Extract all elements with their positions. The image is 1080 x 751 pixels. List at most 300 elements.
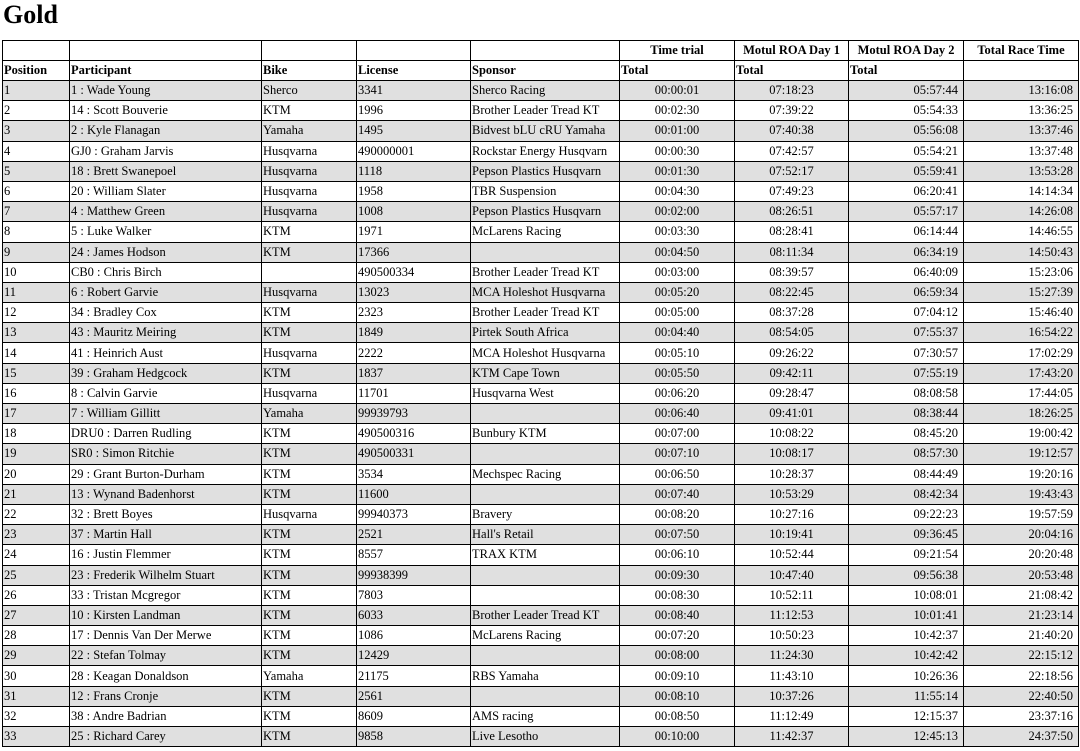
cell-participant: 23 : Frederik Wilhelm Stuart (70, 565, 262, 585)
cell-day2-total: 08:08:58 (849, 383, 964, 403)
cell-time-trial-total: 00:00:01 (620, 81, 735, 101)
cell-time-trial-total: 00:02:00 (620, 202, 735, 222)
cell-sponsor (471, 484, 620, 504)
cell-bike: KTM (262, 303, 357, 323)
cell-total-race-time: 13:53:28 (964, 161, 1079, 181)
cell-position: 14 (3, 343, 70, 363)
cell-time-trial-total: 00:05:00 (620, 303, 735, 323)
cell-day1-total: 10:47:40 (735, 565, 849, 585)
cell-license: 99938399 (357, 565, 471, 585)
cell-position: 13 (3, 323, 70, 343)
cell-day2-total: 07:55:37 (849, 323, 964, 343)
group-header-bike (262, 41, 357, 61)
cell-license: 1495 (357, 121, 471, 141)
cell-sponsor: Brother Leader Tread KT (471, 101, 620, 121)
cell-participant: 28 : Keagan Donaldson (70, 666, 262, 686)
table-row (3, 444, 1079, 464)
cell-total-race-time: 15:27:39 (964, 282, 1079, 302)
cell-sponsor: Hall's Retail (471, 525, 620, 545)
table-row (3, 585, 1079, 605)
cell-bike: KTM (262, 424, 357, 444)
cell-day2-total: 10:26:36 (849, 666, 964, 686)
cell-license: 21175 (357, 666, 471, 686)
column-header-position: Position (3, 61, 70, 81)
cell-participant: 10 : Kirsten Landman (70, 605, 262, 625)
cell-time-trial-total: 00:06:20 (620, 383, 735, 403)
cell-day2-total: 08:42:34 (849, 484, 964, 504)
cell-day2-total: 09:56:38 (849, 565, 964, 585)
cell-position: 15 (3, 363, 70, 383)
cell-bike: KTM (262, 605, 357, 625)
cell-day1-total: 10:08:22 (735, 424, 849, 444)
cell-bike: Husqvarna (262, 504, 357, 524)
table-row (3, 343, 1079, 363)
cell-total-race-time: 14:14:34 (964, 181, 1079, 201)
cell-participant: CB0 : Chris Birch (70, 262, 262, 282)
cell-position: 6 (3, 181, 70, 201)
table-row (3, 141, 1079, 161)
cell-participant: 20 : William Slater (70, 181, 262, 201)
table-row (3, 101, 1079, 121)
cell-license: 13023 (357, 282, 471, 302)
cell-sponsor: Bidvest bLU cRU Yamaha (471, 121, 620, 141)
cell-bike: KTM (262, 484, 357, 504)
group-header-sponsor (471, 41, 620, 61)
cell-time-trial-total: 00:06:40 (620, 404, 735, 424)
cell-sponsor (471, 565, 620, 585)
cell-time-trial-total: 00:07:20 (620, 626, 735, 646)
cell-time-trial-total: 00:09:10 (620, 666, 735, 686)
cell-participant: 16 : Justin Flemmer (70, 545, 262, 565)
cell-time-trial-total: 00:03:30 (620, 222, 735, 242)
cell-sponsor: Husqvarna West (471, 383, 620, 403)
cell-sponsor: Bunbury KTM (471, 424, 620, 444)
results-body (3, 81, 1079, 747)
cell-sponsor (471, 242, 620, 262)
cell-bike: KTM (262, 565, 357, 585)
cell-participant: DRU0 : Darren Rudling (70, 424, 262, 444)
table-row (3, 81, 1079, 101)
cell-day1-total: 07:39:22 (735, 101, 849, 121)
table-row (3, 464, 1079, 484)
cell-bike: Husqvarna (262, 141, 357, 161)
cell-time-trial-total: 00:07:50 (620, 525, 735, 545)
cell-bike: KTM (262, 242, 357, 262)
cell-license: 2561 (357, 686, 471, 706)
cell-day1-total: 10:53:29 (735, 484, 849, 504)
cell-bike: KTM (262, 101, 357, 121)
cell-sponsor: Rockstar Energy Husqvarn (471, 141, 620, 161)
cell-day2-total: 05:54:21 (849, 141, 964, 161)
cell-position: 12 (3, 303, 70, 323)
cell-day1-total: 10:52:44 (735, 545, 849, 565)
cell-day2-total: 09:21:54 (849, 545, 964, 565)
cell-license: 490500334 (357, 262, 471, 282)
cell-day1-total: 07:40:38 (735, 121, 849, 141)
table-row (3, 262, 1079, 282)
cell-day2-total: 12:45:13 (849, 727, 964, 747)
column-header-day1-total: Total (735, 61, 849, 81)
cell-day2-total: 11:55:14 (849, 686, 964, 706)
cell-participant: 17 : Dennis Van Der Merwe (70, 626, 262, 646)
cell-sponsor: Live Lesotho (471, 727, 620, 747)
page-title: Gold (3, 0, 58, 29)
cell-position: 18 (3, 424, 70, 444)
cell-day1-total: 10:28:37 (735, 464, 849, 484)
table-row (3, 626, 1079, 646)
cell-position: 7 (3, 202, 70, 222)
cell-time-trial-total: 00:09:30 (620, 565, 735, 585)
cell-bike: Husqvarna (262, 161, 357, 181)
cell-day1-total: 09:26:22 (735, 343, 849, 363)
cell-time-trial-total: 00:04:30 (620, 181, 735, 201)
table-row (3, 565, 1079, 585)
cell-participant: 6 : Robert Garvie (70, 282, 262, 302)
cell-license: 2323 (357, 303, 471, 323)
cell-sponsor: Bravery (471, 504, 620, 524)
cell-day2-total: 07:55:19 (849, 363, 964, 383)
cell-position: 19 (3, 444, 70, 464)
cell-bike: KTM (262, 464, 357, 484)
cell-day1-total: 07:49:23 (735, 181, 849, 201)
cell-day1-total: 08:54:05 (735, 323, 849, 343)
cell-position: 17 (3, 404, 70, 424)
group-header-day1-total: Motul ROA Day 1 (735, 41, 849, 61)
column-header-license: License (357, 61, 471, 81)
cell-day1-total: 08:11:34 (735, 242, 849, 262)
cell-total-race-time: 22:15:12 (964, 646, 1079, 666)
cell-total-race-time: 19:20:16 (964, 464, 1079, 484)
cell-bike: KTM (262, 545, 357, 565)
cell-day1-total: 08:37:28 (735, 303, 849, 323)
cell-day2-total: 06:20:41 (849, 181, 964, 201)
cell-time-trial-total: 00:07:10 (620, 444, 735, 464)
cell-sponsor: MCA Holeshot Husqvarna (471, 343, 620, 363)
cell-bike: KTM (262, 444, 357, 464)
cell-license: 490500331 (357, 444, 471, 464)
table-row (3, 363, 1079, 383)
cell-license: 490500316 (357, 424, 471, 444)
cell-day1-total: 08:39:57 (735, 262, 849, 282)
cell-day1-total: 07:42:57 (735, 141, 849, 161)
cell-day1-total: 10:52:11 (735, 585, 849, 605)
cell-license: 2222 (357, 343, 471, 363)
cell-day2-total: 08:38:44 (849, 404, 964, 424)
group-header-position (3, 41, 70, 61)
cell-time-trial-total: 00:01:00 (620, 121, 735, 141)
cell-time-trial-total: 00:07:00 (620, 424, 735, 444)
cell-day2-total: 05:57:44 (849, 81, 964, 101)
cell-participant: 12 : Frans Cronje (70, 686, 262, 706)
cell-position: 20 (3, 464, 70, 484)
cell-total-race-time: 19:57:59 (964, 504, 1079, 524)
table-row (3, 727, 1079, 747)
cell-total-race-time: 20:53:48 (964, 565, 1079, 585)
cell-participant: 18 : Brett Swanepoel (70, 161, 262, 181)
cell-total-race-time: 13:16:08 (964, 81, 1079, 101)
cell-position: 27 (3, 605, 70, 625)
cell-day2-total: 08:45:20 (849, 424, 964, 444)
cell-sponsor: Pepson Plastics Husqvarn (471, 161, 620, 181)
cell-day1-total: 11:42:37 (735, 727, 849, 747)
cell-sponsor (471, 686, 620, 706)
cell-participant: 38 : Andre Badrian (70, 706, 262, 726)
cell-participant: 4 : Matthew Green (70, 202, 262, 222)
cell-bike: KTM (262, 222, 357, 242)
cell-license: 1008 (357, 202, 471, 222)
cell-sponsor: Mechspec Racing (471, 464, 620, 484)
table-row (3, 282, 1079, 302)
cell-sponsor: RBS Yamaha (471, 666, 620, 686)
cell-sponsor (471, 404, 620, 424)
cell-total-race-time: 13:37:48 (964, 141, 1079, 161)
cell-day1-total: 09:41:01 (735, 404, 849, 424)
cell-total-race-time: 14:50:43 (964, 242, 1079, 262)
cell-day2-total: 08:44:49 (849, 464, 964, 484)
cell-bike: Yamaha (262, 666, 357, 686)
cell-day2-total: 10:42:37 (849, 626, 964, 646)
cell-license: 1971 (357, 222, 471, 242)
cell-position: 29 (3, 646, 70, 666)
cell-day1-total: 10:50:23 (735, 626, 849, 646)
cell-position: 1 (3, 81, 70, 101)
cell-bike: Husqvarna (262, 202, 357, 222)
cell-total-race-time: 20:20:48 (964, 545, 1079, 565)
cell-bike: KTM (262, 626, 357, 646)
cell-sponsor: MCA Holeshot Husqvarna (471, 282, 620, 302)
cell-total-race-time: 17:02:29 (964, 343, 1079, 363)
cell-day1-total: 08:26:51 (735, 202, 849, 222)
cell-total-race-time: 21:40:20 (964, 626, 1079, 646)
cell-position: 2 (3, 101, 70, 121)
cell-time-trial-total: 00:05:50 (620, 363, 735, 383)
cell-bike: Yamaha (262, 121, 357, 141)
cell-sponsor: Pepson Plastics Husqvarn (471, 202, 620, 222)
cell-participant: GJ0 : Graham Jarvis (70, 141, 262, 161)
cell-bike: KTM (262, 363, 357, 383)
cell-bike: KTM (262, 706, 357, 726)
cell-license: 2521 (357, 525, 471, 545)
table-row (3, 161, 1079, 181)
cell-total-race-time: 19:43:43 (964, 484, 1079, 504)
cell-participant: 33 : Tristan Mcgregor (70, 585, 262, 605)
cell-day1-total: 08:28:41 (735, 222, 849, 242)
cell-day1-total: 08:22:45 (735, 282, 849, 302)
cell-day1-total: 10:27:16 (735, 504, 849, 524)
cell-license: 7803 (357, 585, 471, 605)
cell-license: 12429 (357, 646, 471, 666)
cell-participant: 34 : Bradley Cox (70, 303, 262, 323)
cell-sponsor: TRAX KTM (471, 545, 620, 565)
table-row (3, 545, 1079, 565)
cell-day1-total: 11:12:53 (735, 605, 849, 625)
cell-position: 25 (3, 565, 70, 585)
cell-day2-total: 05:57:17 (849, 202, 964, 222)
cell-total-race-time: 21:23:14 (964, 605, 1079, 625)
table-row (3, 383, 1079, 403)
cell-position: 11 (3, 282, 70, 302)
cell-position: 3 (3, 121, 70, 141)
cell-time-trial-total: 00:08:40 (620, 605, 735, 625)
table-row (3, 202, 1079, 222)
cell-bike: KTM (262, 646, 357, 666)
cell-day2-total: 05:54:33 (849, 101, 964, 121)
cell-participant: 39 : Graham Hedgcock (70, 363, 262, 383)
cell-position: 30 (3, 666, 70, 686)
cell-license: 11600 (357, 484, 471, 504)
cell-total-race-time: 15:46:40 (964, 303, 1079, 323)
cell-time-trial-total: 00:07:40 (620, 484, 735, 504)
group-header-participant (70, 41, 262, 61)
table-row (3, 686, 1079, 706)
cell-position: 4 (3, 141, 70, 161)
table-row (3, 222, 1079, 242)
cell-position: 23 (3, 525, 70, 545)
cell-time-trial-total: 00:08:10 (620, 686, 735, 706)
cell-day1-total: 10:08:17 (735, 444, 849, 464)
column-header-bike: Bike (262, 61, 357, 81)
cell-sponsor: McLarens Racing (471, 626, 620, 646)
table-row (3, 646, 1079, 666)
cell-time-trial-total: 00:04:50 (620, 242, 735, 262)
cell-participant: 8 : Calvin Garvie (70, 383, 262, 403)
cell-sponsor: KTM Cape Town (471, 363, 620, 383)
cell-position: 16 (3, 383, 70, 403)
cell-sponsor (471, 646, 620, 666)
cell-total-race-time: 17:44:05 (964, 383, 1079, 403)
cell-license: 99939793 (357, 404, 471, 424)
cell-time-trial-total: 00:02:30 (620, 101, 735, 121)
cell-position: 26 (3, 585, 70, 605)
cell-time-trial-total: 00:08:20 (620, 504, 735, 524)
cell-position: 10 (3, 262, 70, 282)
cell-sponsor (471, 585, 620, 605)
cell-sponsor: Pirtek South Africa (471, 323, 620, 343)
column-header-total-race-time (964, 61, 1079, 81)
cell-bike: Yamaha (262, 404, 357, 424)
cell-time-trial-total: 00:01:30 (620, 161, 735, 181)
cell-position: 28 (3, 626, 70, 646)
cell-license: 6033 (357, 605, 471, 625)
cell-participant: 24 : James Hodson (70, 242, 262, 262)
cell-bike: KTM (262, 727, 357, 747)
cell-total-race-time: 22:40:50 (964, 686, 1079, 706)
cell-day1-total: 09:28:47 (735, 383, 849, 403)
cell-total-race-time: 14:26:08 (964, 202, 1079, 222)
cell-participant: 43 : Mauritz Meiring (70, 323, 262, 343)
cell-position: 8 (3, 222, 70, 242)
cell-license: 1996 (357, 101, 471, 121)
cell-sponsor: McLarens Racing (471, 222, 620, 242)
cell-day2-total: 10:42:42 (849, 646, 964, 666)
cell-bike: Sherco (262, 81, 357, 101)
cell-day2-total: 05:56:08 (849, 121, 964, 141)
cell-day1-total: 11:24:30 (735, 646, 849, 666)
table-row (3, 303, 1079, 323)
cell-day2-total: 10:01:41 (849, 605, 964, 625)
cell-sponsor (471, 444, 620, 464)
cell-position: 5 (3, 161, 70, 181)
cell-bike: Husqvarna (262, 181, 357, 201)
group-header-row (3, 41, 1079, 61)
cell-bike (262, 262, 357, 282)
cell-position: 33 (3, 727, 70, 747)
table-row (3, 666, 1079, 686)
cell-sponsor: Brother Leader Tread KT (471, 303, 620, 323)
cell-position: 9 (3, 242, 70, 262)
table-row (3, 504, 1079, 524)
cell-total-race-time: 14:46:55 (964, 222, 1079, 242)
cell-position: 22 (3, 504, 70, 524)
group-header-total-race-time: Total Race Time (964, 41, 1079, 61)
cell-total-race-time: 13:37:46 (964, 121, 1079, 141)
cell-license: 9858 (357, 727, 471, 747)
cell-sponsor: AMS racing (471, 706, 620, 726)
cell-day2-total: 06:59:34 (849, 282, 964, 302)
cell-day2-total: 08:57:30 (849, 444, 964, 464)
cell-time-trial-total: 00:06:50 (620, 464, 735, 484)
cell-license: 1837 (357, 363, 471, 383)
cell-day1-total: 07:52:17 (735, 161, 849, 181)
cell-day1-total: 10:37:26 (735, 686, 849, 706)
cell-sponsor: Sherco Racing (471, 81, 620, 101)
cell-time-trial-total: 00:08:00 (620, 646, 735, 666)
cell-total-race-time: 20:04:16 (964, 525, 1079, 545)
cell-license: 1849 (357, 323, 471, 343)
column-header-time-trial-total: Total (620, 61, 735, 81)
cell-participant: 37 : Martin Hall (70, 525, 262, 545)
cell-time-trial-total: 00:08:50 (620, 706, 735, 726)
group-header-day2-total: Motul ROA Day 2 (849, 41, 964, 61)
cell-position: 24 (3, 545, 70, 565)
cell-participant: 32 : Brett Boyes (70, 504, 262, 524)
table-row (3, 424, 1079, 444)
cell-license: 3341 (357, 81, 471, 101)
cell-position: 21 (3, 484, 70, 504)
cell-bike: KTM (262, 525, 357, 545)
cell-total-race-time: 15:23:06 (964, 262, 1079, 282)
cell-total-race-time: 18:26:25 (964, 404, 1079, 424)
table-row (3, 181, 1079, 201)
cell-total-race-time: 22:18:56 (964, 666, 1079, 686)
cell-participant: 1 : Wade Young (70, 81, 262, 101)
cell-bike: KTM (262, 686, 357, 706)
cell-day1-total: 11:12:49 (735, 706, 849, 726)
column-header-row (3, 61, 1079, 81)
cell-license: 11701 (357, 383, 471, 403)
cell-total-race-time: 19:12:57 (964, 444, 1079, 464)
cell-day1-total: 10:19:41 (735, 525, 849, 545)
cell-license: 490000001 (357, 141, 471, 161)
cell-license: 8609 (357, 706, 471, 726)
cell-participant: 5 : Luke Walker (70, 222, 262, 242)
cell-bike: Husqvarna (262, 343, 357, 363)
cell-participant: 29 : Grant Burton-Durham (70, 464, 262, 484)
table-row (3, 484, 1079, 504)
cell-day2-total: 06:14:44 (849, 222, 964, 242)
cell-time-trial-total: 00:10:00 (620, 727, 735, 747)
cell-time-trial-total: 00:06:10 (620, 545, 735, 565)
cell-license: 1086 (357, 626, 471, 646)
cell-day2-total: 10:08:01 (849, 585, 964, 605)
cell-participant: 25 : Richard Carey (70, 727, 262, 747)
table-row (3, 323, 1079, 343)
cell-bike: KTM (262, 585, 357, 605)
cell-total-race-time: 13:36:25 (964, 101, 1079, 121)
table-row (3, 525, 1079, 545)
cell-participant: 7 : William Gillitt (70, 404, 262, 424)
cell-participant: 41 : Heinrich Aust (70, 343, 262, 363)
